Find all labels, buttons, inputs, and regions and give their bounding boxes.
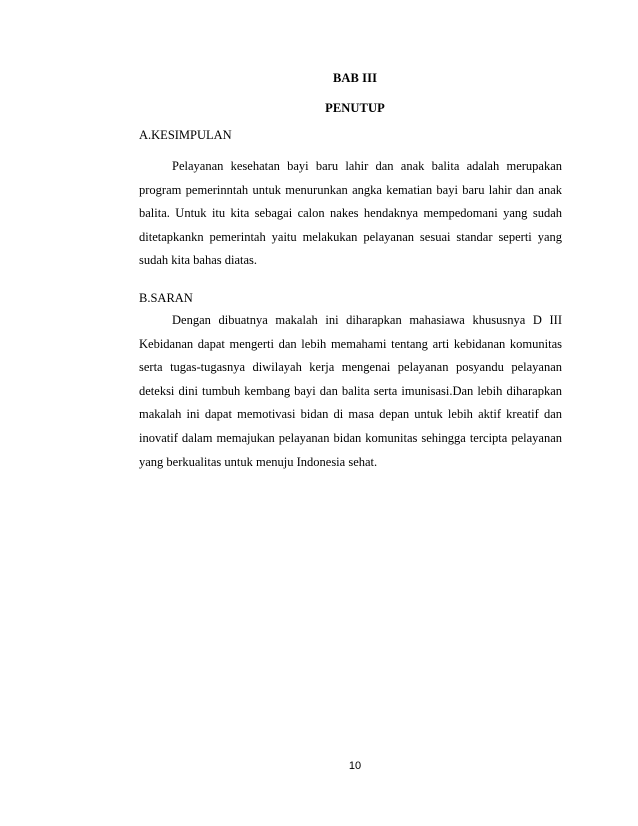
section-title-kesimpulan: A.KESIMPULAN	[139, 128, 232, 142]
paragraph-saran: Dengan dibuatnya makalah ini diharapkan mahasiawa khususnya D III Kebidanan dapat mengerti dan lebih memahami tentang arti kebidanan komunitas serta tugas-tugasnya diwilayah kerja mengenai pelayanan posyandu pelayanan deteksi dini tumbuh kembang bayi dan balita serta imunisasi.Dan lebih diharapkan makalah ini dapat memotivasi bidan di masa depan untuk lebih aktif kreatif dan inovatif dalam memajukan pelayanan bidan komunitas sehingga tercipta pelayanan yang berkualitas untuk menuju Indonesia sehat.	[139, 313, 562, 469]
section-title-saran: B.SARAN	[139, 291, 193, 305]
chapter-number: BAB III	[332, 71, 378, 85]
page-number: 10	[348, 760, 362, 772]
paragraph-kesimpulan: Pelayanan kesehatan bayi baru lahir dan anak balita adalah merupakan program pemerinntah untuk menurunkan angka kematian bayi baru lahir dan anak balita. Untuk itu kita sebagai calon nakes hendaknya mempedomani yang sudah ditetapkankn pemerintah yaitu melakukan pelayanan sesuai standar seperti yang sudah kita bahas diatas.	[139, 159, 562, 268]
chapter-title: PENUTUP	[325, 101, 385, 115]
